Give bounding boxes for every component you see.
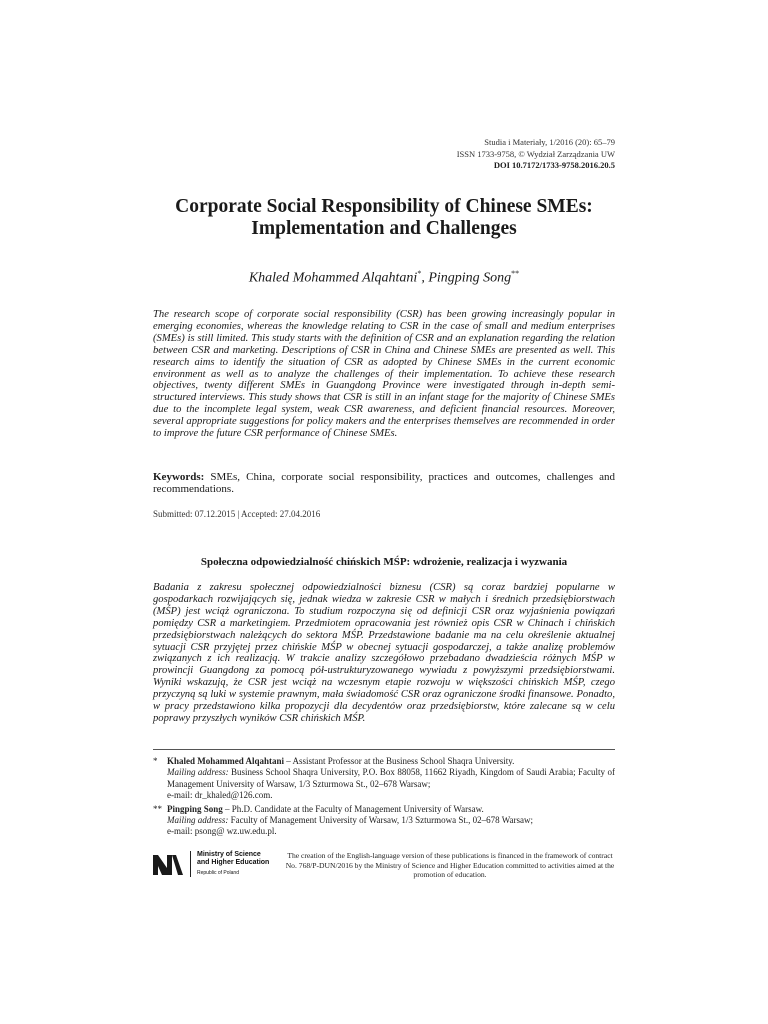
footnote-email: e-mail: dr_khaled@126.com. (167, 790, 273, 801)
issn-line: ISSN 1733-9758, © Wydział Zarządzania UW (456, 148, 615, 159)
doi-line: DOI 10.7172/1733-9758.2016.20.5 (493, 160, 615, 170)
submission-dates: Submitted: 07.12.2015 | Accepted: 27.04.2016 (153, 509, 321, 519)
polish-abstract: Badania z zakresu społecznej odpowiedzialności biznesu (CSR) są coraz bardziej popularne w gospodarkach rozwijających się, jednak wiedza w zakresie CSR w małych i średnich przedsiębiorstwach (MŚP) jest wciąż ograniczona. To studium rozpoczyna się od definicji CSR oraz wyjaśnienia powiązań pomiędzy CSR a marketingiem. Przedmiotem opracowania jest również opis CSR w Chinach i chińskich przedsiębiorstwach należących do sektora MŚP. Przedstawione badanie ma na celu określenie aktualnej sytuacji CSR przyjętej przez chińskie MŚP w obecnej sytuacji gospodarczej, a także analizę problemów związanych z ich realizacją. W trakcie analizy szczegółowo przebadano dwadzieścia różnych MŚP w prowincji Guangdong za pomocą pół-ustrukturyzowanego wywiadu z powyższymi przedsiębiorstwami. Wyniki wskazują, że CSR jest wciąż na wczesnym etapie rozwoju w większości chińskich MŚP, czego przyczyną są luki w systemie prawnym, mała świadomość CSR oraz ograniczone środki finansowe. Ponadto, w pracy przedstawiono kilka propozycji dla decydentów oraz przedsiębiorstw, które zalecane są w celu poprawy przyszłych wyników CSR chińskich MŚP. (153, 582, 615, 724)
author-line (100, 269, 668, 287)
keywords-text: SMEs, China, corporate social responsibility, practices and outcomes, challenges and recommendations. (153, 471, 615, 495)
keywords-label: Keywords: (153, 471, 205, 483)
footnote-author-2 (153, 804, 615, 838)
journal-header (457, 137, 615, 172)
footnote-mark: * (153, 756, 158, 766)
mailing-address: Business School Shaqra University, P.O. Box 88058, 11662 Riyadh, Kingdom of Saudi Arabia; Faculty of Management University of Warsaw, 1/3 Szturmowa St., 02–678 Warsaw; (167, 767, 615, 789)
author-footnotes (153, 756, 615, 838)
journal-citation: Studia i Materiały, 1/2016 (20): 65–79 (484, 137, 615, 147)
ministry-country: Republic of Poland (197, 870, 239, 876)
footnote-body (167, 804, 615, 838)
author-2: Pingping Song (428, 270, 512, 286)
title-line-1: Corporate Social Responsibility of Chinese SMEs: (175, 196, 593, 217)
mailing-address-label: Mailing address: (167, 815, 229, 826)
funding-text: The creation of the English-language version of these publications is financed in the framework of contract No. 768/P-DUN/2016 by the Ministry of Science and Higher Education committed to activities aimed at the promotion of education. (285, 851, 615, 880)
footnote-author-role: – Ph.D. Candidate at the Faculty of Management University of Warsaw. (222, 803, 484, 814)
author-1-footnote-mark: * (417, 269, 422, 278)
footnote-divider (153, 749, 615, 750)
author-2-footnote-mark: ** (511, 269, 520, 278)
polish-title: Społeczna odpowiedzialność chińskich MŚP: wdrożenie, realizacja i wyzwania (200, 556, 568, 568)
footnote-email: e-mail: psong@ wz.uw.edu.pl. (167, 826, 277, 837)
english-abstract: The research scope of corporate social responsibility (CSR) has been growing increasingly popular in emerging economies, whereas the knowledge relating to CSR in the case of small and medium enterprises (SMEs) is still limited. This study starts with the definition of CSR and an explanation regarding the relation between CSR and marketing. Descriptions of CSR in China and Chinese SMEs are presented as well. This research aims to identify the situation of CSR as adopted by Chinese SMEs in the current economic environment as well as to analyze the challenges of their implementation. To achieve these research objectives, twenty different SMEs in Guangdong Province were investigated through in-depth semi-structured interviews. This study shows that CSR is still in an infant stage for the majority of Chinese SMEs due to the incomplete legal system, weak CSR awareness, and deficient financial resources. Moreover, several appropriate suggestions for policy makers and the enterprises themselves are recommended in order to improve the future CSR performance of Chinese SMEs. (153, 309, 615, 440)
footnote-author-name: Pingping Song (167, 803, 223, 814)
article-title (100, 196, 668, 240)
title-line-2: Implementation and Challenges (251, 218, 517, 239)
ministry-emblem-icon (153, 853, 183, 875)
ministry-name-line-2: and Higher Education (197, 859, 270, 866)
keywords (153, 471, 615, 495)
footnote-body (167, 756, 615, 802)
footnote-mark: ** (153, 803, 162, 814)
footnote-author-role: – Assistant Professor at the Business School Shaqra University. (284, 756, 515, 766)
footnote-author-1 (153, 756, 615, 802)
author-1: Khaled Mohammed Alqahtani (248, 270, 418, 286)
ministry-logo (153, 851, 281, 877)
mailing-address-label: Mailing address: (167, 767, 229, 778)
funding-statement (153, 851, 615, 880)
author-separator: , (421, 270, 429, 286)
mailing-address: Faculty of Management University of Warsaw, 1/3 Szturmowa St., 02–678 Warsaw; (228, 815, 534, 826)
ministry-name-line-1: Ministry of Science (197, 851, 261, 858)
footnote-author-name: Khaled Mohammed Alqahtani (167, 756, 285, 766)
ministry-name (190, 851, 269, 877)
